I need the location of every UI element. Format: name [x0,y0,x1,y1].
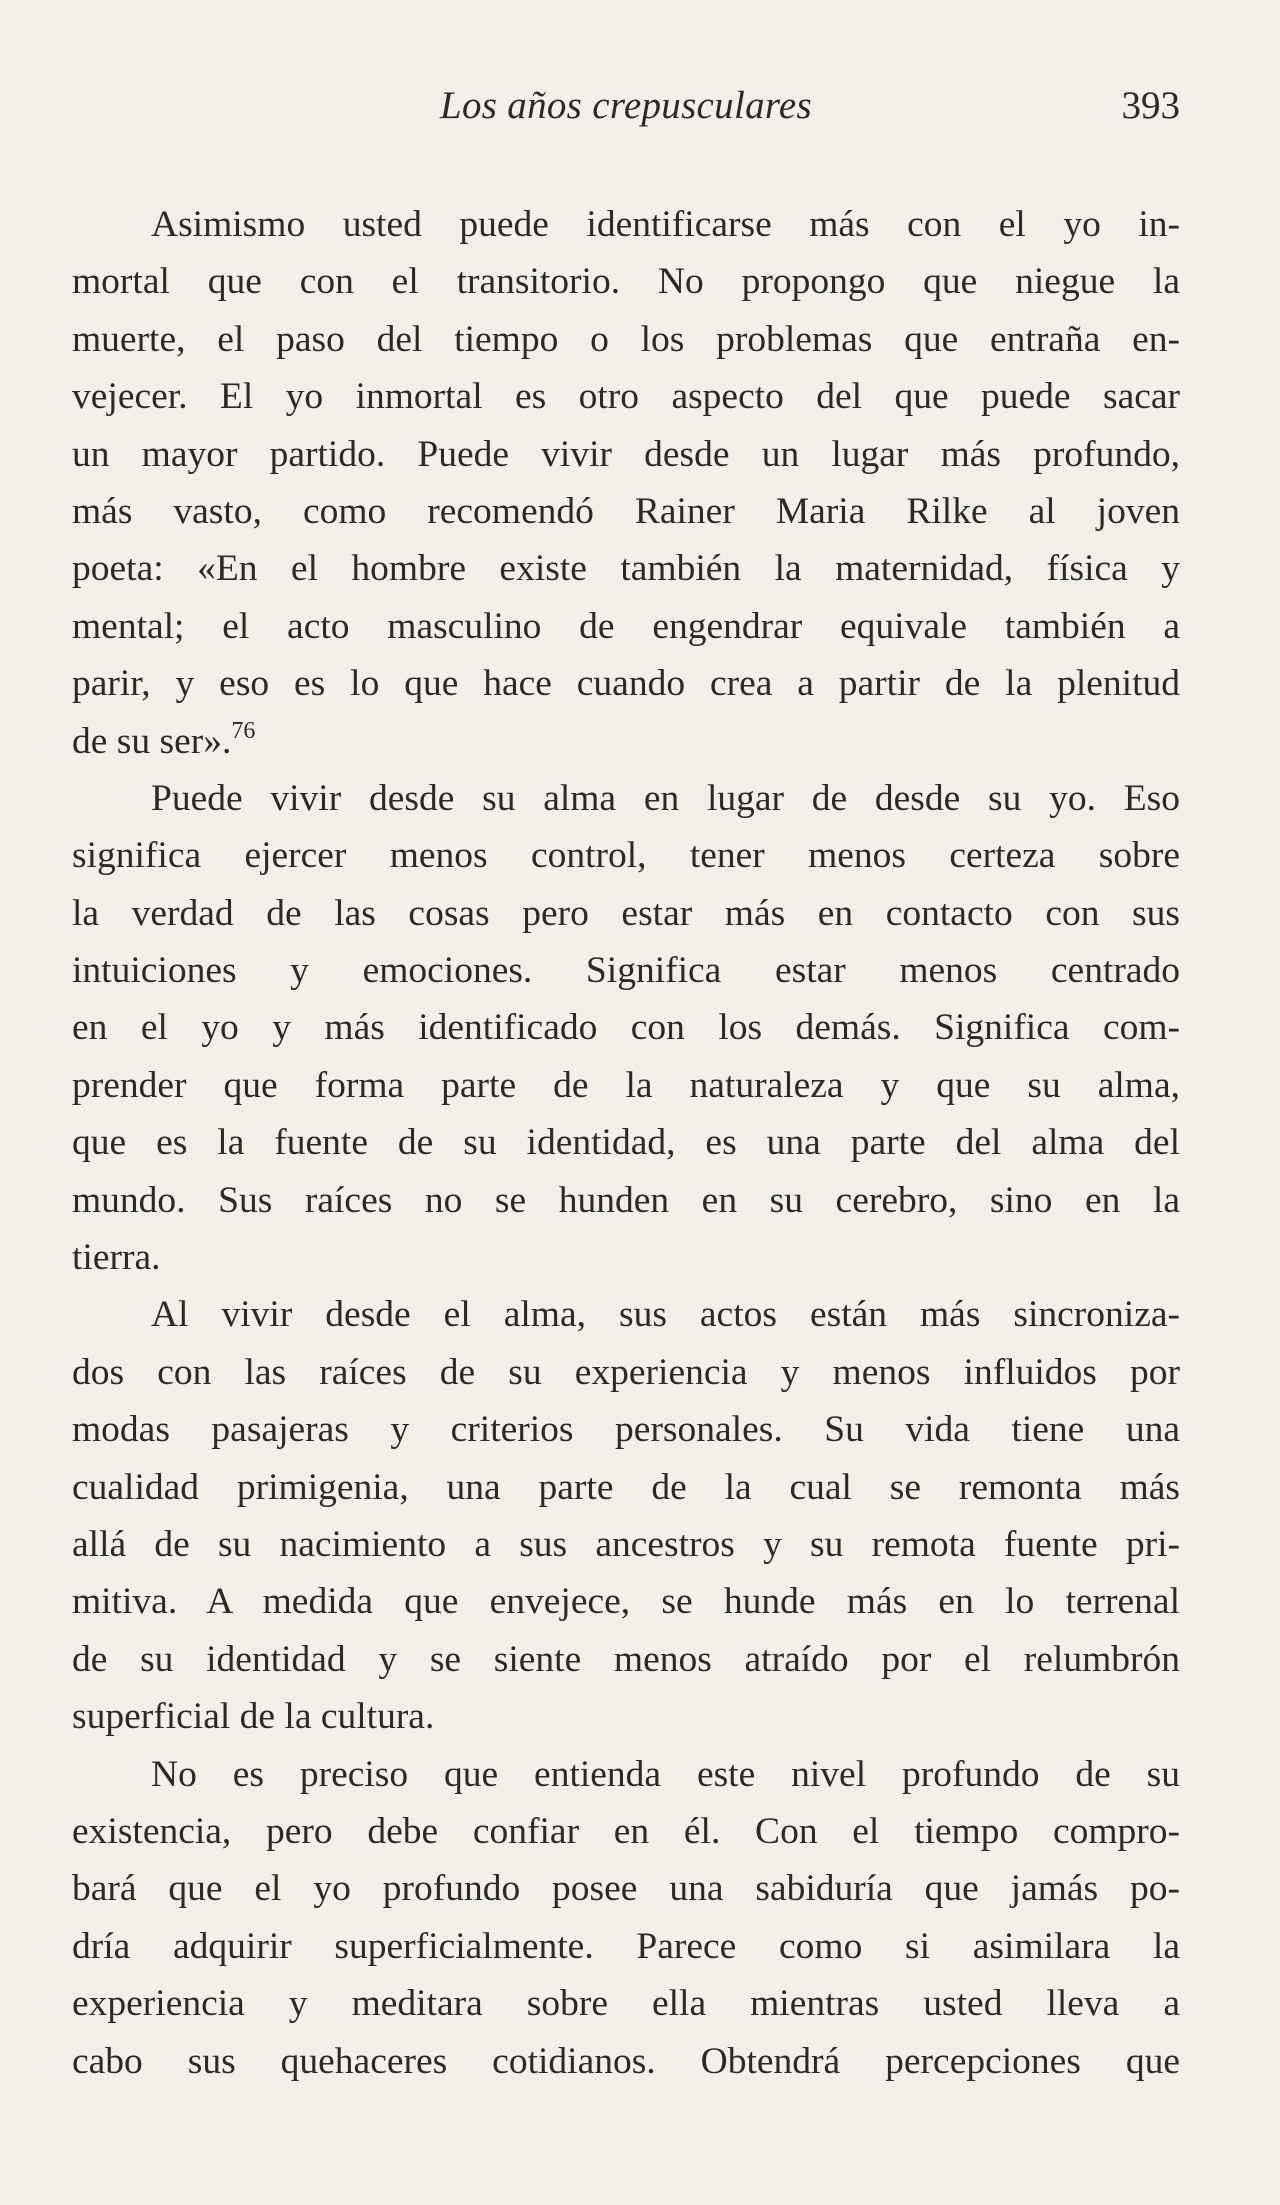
text-line-with-footnote [72,713,1180,770]
text-line: Puede vivir desde su alma en lugar de desde su yo. Eso [151,777,1180,819]
running-head [72,78,1180,134]
body-text [72,196,1180,2090]
text-line: un mayor partido. Puede vivir desde un lugar más profundo, [72,433,1180,475]
text-line: intuiciones y emociones. Significa estar menos centrado [72,950,1180,992]
text-line: en el yo y más identificado con los demás. Significa com- [72,1007,1180,1049]
text-line: superficial de la cultura. [72,1696,435,1738]
text-line: bará que el yo profundo posee una sabiduría que jamás po- [72,1868,1180,1910]
text-line: cualidad primigenia, una parte de la cual se remonta más [72,1466,1180,1508]
text-line: allá de su nacimiento a sus ancestros y su remota fuente pri- [72,1523,1180,1565]
running-title: Los años crepusculares [439,84,813,127]
text-line: tierra. [72,1237,161,1279]
paragraph-4 [72,1746,1180,2090]
text-line: mitiva. A medida que envejece, se hunde más en lo terrenal [72,1581,1180,1623]
page-number: 393 [1121,84,1180,127]
text-line: parir, y eso es lo que hace cuando crea a partir de la plenitud [72,663,1180,705]
text-line: significa ejercer menos control, tener menos certeza sobre [72,835,1180,877]
text-line: muerte, el paso del tiempo o los problemas que entraña en- [72,318,1180,360]
text-line: modas pasajeras y criterios personales. Su vida tiene una [72,1409,1180,1451]
text-line: experiencia y meditara sobre ella mientras usted lleva a [72,1983,1180,2025]
text-line: de su identidad y se siente menos atraído por el relumbrón [72,1638,1180,1680]
text-line: Al vivir desde el alma, sus actos están más sincroniza- [151,1294,1180,1336]
text-line: existencia, pero debe confiar en él. Con el tiempo compro- [72,1810,1180,1852]
text-line: cabo sus quehaceres cotidianos. Obtendrá percepciones que [72,2040,1180,2082]
text-line: vejecer. El yo inmortal es otro aspecto del que puede sacar [72,376,1180,418]
text-line: mental; el acto masculino de engendrar equivale también a [72,605,1180,647]
text-line: prender que forma parte de la naturaleza y que su alma, [72,1064,1180,1106]
text-line: poeta: «En el hombre existe también la maternidad, física y [72,548,1180,590]
text-line: más vasto, como recomendó Rainer Maria Rilke al joven [72,490,1180,532]
text-line: Asimismo usted puede identificarse más con el yo in- [151,204,1180,245]
paragraph-3 [72,1286,1180,1745]
text-line: dos con las raíces de su experiencia y menos influidos por [72,1351,1180,1393]
text-line: dría adquirir superficialmente. Parece como si asimilara la [72,1925,1180,1967]
text-line-content: de su ser». [72,720,232,762]
text-line: mundo. Sus raíces no se hunden en su cerebro, sino en la [72,1179,1180,1221]
paragraph-2 [72,770,1180,1287]
text-line: la verdad de las cosas pero estar más en contacto con sus [72,892,1180,934]
paragraph-1 [72,196,1180,770]
text-line: No es preciso que entienda este nivel profundo de su [151,1753,1180,1795]
text-line: que es la fuente de su identidad, es una parte del alma del [72,1122,1180,1164]
text-line: mortal que con el transitorio. No propongo que niegue la [72,261,1180,303]
footnote-reference: 76 [231,717,256,744]
